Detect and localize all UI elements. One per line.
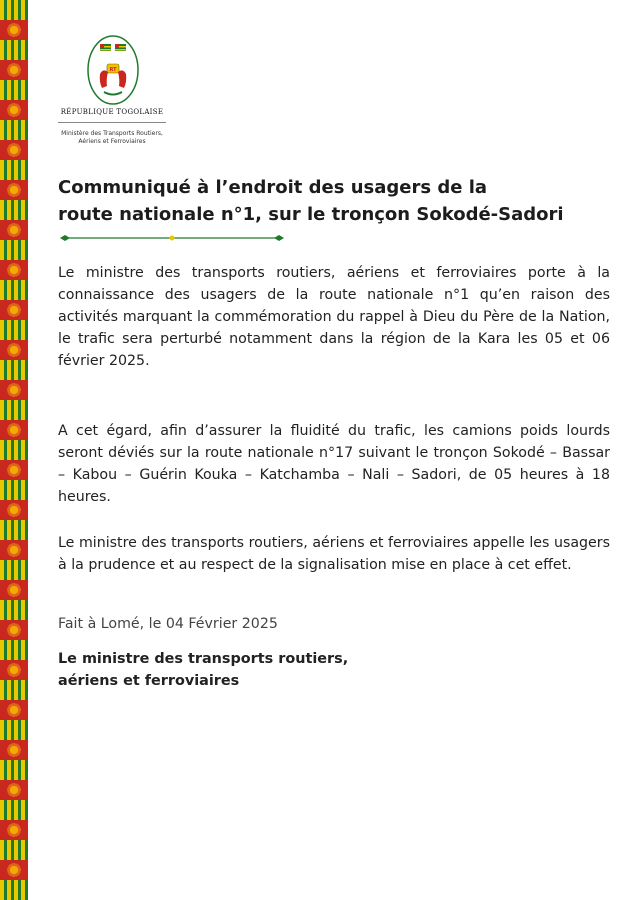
communique-title [58, 174, 618, 228]
emblem-motto: RT [109, 67, 117, 73]
signature-block [58, 648, 458, 692]
border-band [0, 40, 28, 80]
border-band [0, 640, 28, 680]
border-band [0, 680, 28, 720]
border-band [0, 240, 28, 280]
title-line-2: route nationale n°1, sur le tronçon Sokodé-Sadori [58, 204, 564, 225]
title-line-1: Communiqué à l’endroit des usagers de la [58, 177, 488, 198]
border-band [0, 360, 28, 400]
border-band [0, 520, 28, 560]
title-ornament-divider [60, 233, 284, 243]
paragraph-3: Le ministre des transports routiers, aériens et ferroviaires appelle les usagers à la prudence et au respect de la signalisation mise en place à cet effet. [58, 535, 610, 573]
border-band [0, 80, 28, 120]
border-band [0, 840, 28, 880]
border-band [0, 280, 28, 320]
border-band [0, 880, 28, 900]
paragraph-1: Le ministre des transports routiers, aériens et ferroviaires porte à la connaissance des usagers de la route nationale n°1 qu’en raison des activités marquant la commémoration du rappel à Dieu du Père de la Nation, le trafic sera perturbé notamment dans la région de la Kara les 05 et 06 février 2025. [58, 265, 610, 369]
ministry-name [44, 130, 180, 146]
border-band [0, 0, 28, 40]
border-band [0, 200, 28, 240]
ministry-line-2: Aériens et Ferroviaires [78, 138, 146, 145]
coat-of-arms-icon [86, 34, 140, 106]
border-band [0, 720, 28, 760]
border-band [0, 320, 28, 360]
paragraph-2: A cet égard, afin d’assurer la fluidité du trafic, les camions poids lourds seront déviés sur la route nationale n°17 suivant le tronçon Sokodé – Bassar – Kabou – Guérin Kouka – Katchamba – Nali – Sadori, de 05 heures à 18 heures. [58, 423, 610, 505]
border-band [0, 800, 28, 840]
border-band [0, 560, 28, 600]
ministry-line-1: Ministère des Transports Routiers, [61, 130, 163, 137]
place-date: Fait à Lomé, le 04 Février 2025 [58, 616, 278, 632]
border-band [0, 760, 28, 800]
header-divider [58, 122, 166, 123]
border-band [0, 120, 28, 160]
border-band [0, 400, 28, 440]
signature-line-2: aériens et ferroviaires [58, 673, 240, 689]
border-band [0, 480, 28, 520]
border-band [0, 160, 28, 200]
country-name: RÉPUBLIQUE TOGOLAISE [60, 108, 164, 116]
border-band [0, 600, 28, 640]
signature-line-1: Le ministre des transports routiers, [58, 651, 349, 667]
border-band [0, 440, 28, 480]
decorative-border [0, 0, 28, 900]
